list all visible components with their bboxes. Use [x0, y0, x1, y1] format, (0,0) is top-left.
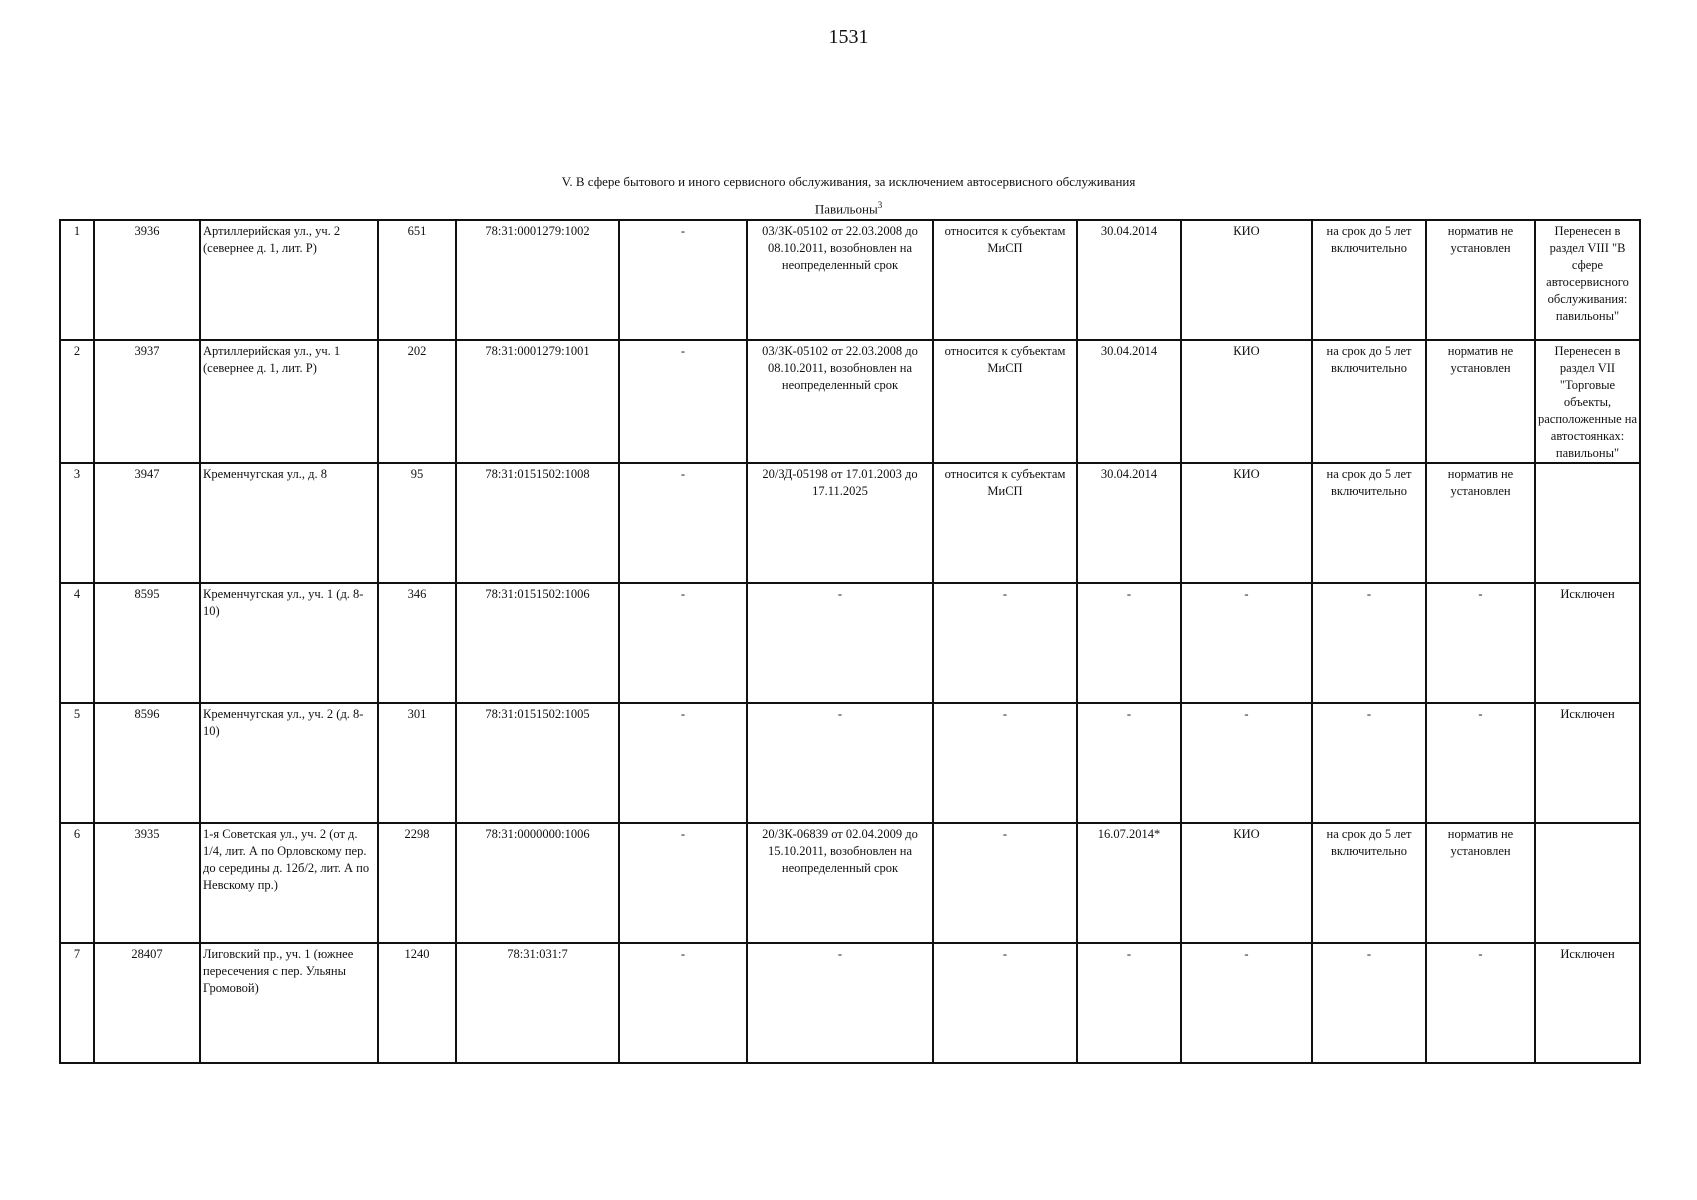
empty-column-cell: - — [619, 220, 747, 340]
row-number-cell: 6 — [60, 823, 94, 943]
term-cell: - — [1312, 703, 1426, 823]
date-cell: 30.04.2014 — [1077, 220, 1181, 340]
area-cell: 301 — [378, 703, 456, 823]
term-cell: - — [1312, 943, 1426, 1063]
note-cell — [1535, 463, 1640, 583]
table-row — [60, 583, 1640, 703]
object-id-cell: 8595 — [94, 583, 200, 703]
organization-cell: КИО — [1181, 340, 1312, 463]
address-cell: Кременчугская ул., д. 8 — [200, 463, 378, 583]
empty-column-cell: - — [619, 583, 747, 703]
contract-cell: 03/ЗК-05102 от 22.03.2008 до 08.10.2011, возобновлен на неопределенный срок — [747, 220, 933, 340]
row-number-cell: 3 — [60, 463, 94, 583]
smb-subject-cell: относится к субъектам МиСП — [933, 220, 1077, 340]
empty-column-cell: - — [619, 340, 747, 463]
organization-cell: КИО — [1181, 463, 1312, 583]
norm-cell: - — [1426, 943, 1535, 1063]
cadastral-number-cell: 78:31:0001279:1001 — [456, 340, 619, 463]
note-cell — [1535, 823, 1640, 943]
contract-cell: - — [747, 583, 933, 703]
row-number-cell: 1 — [60, 220, 94, 340]
address-cell: Кременчугская ул., уч. 2 (д. 8-10) — [200, 703, 378, 823]
cadastral-number-cell: 78:31:031:7 — [456, 943, 619, 1063]
address-cell: Артиллерийская ул., уч. 1 (севернее д. 1, лит. Р) — [200, 340, 378, 463]
contract-cell: - — [747, 943, 933, 1063]
section-title: V. В сфере бытового и иного сервисного обслуживания, за исключением автосервисного обслуживания — [561, 174, 1136, 189]
area-cell: 2298 — [378, 823, 456, 943]
empty-column-cell: - — [619, 823, 747, 943]
organization-cell: - — [1181, 943, 1312, 1063]
date-cell: - — [1077, 703, 1181, 823]
object-id-cell: 3936 — [94, 220, 200, 340]
table-body — [60, 220, 1640, 1063]
norm-cell: норматив не установлен — [1426, 220, 1535, 340]
smb-subject-cell: относится к субъектам МиСП — [933, 340, 1077, 463]
norm-cell: норматив не установлен — [1426, 463, 1535, 583]
page-number: 1531 — [828, 26, 869, 48]
contract-cell: 20/ЗК-06839 от 02.04.2009 до 15.10.2011, возобновлен на неопределенный срок — [747, 823, 933, 943]
note-cell: Исключен — [1535, 943, 1640, 1063]
organization-cell: КИО — [1181, 220, 1312, 340]
row-number-cell: 2 — [60, 340, 94, 463]
organization-cell: КИО — [1181, 823, 1312, 943]
area-cell: 346 — [378, 583, 456, 703]
note-cell: Перенесен в раздел VII "Торговые объекты, расположенные на автостоянках: павильоны" — [1535, 340, 1640, 463]
row-number-cell: 5 — [60, 703, 94, 823]
object-id-cell: 3947 — [94, 463, 200, 583]
table-row — [60, 340, 1640, 463]
date-cell: 30.04.2014 — [1077, 463, 1181, 583]
objects-table — [59, 219, 1641, 1064]
norm-cell: - — [1426, 583, 1535, 703]
subsection-footnote-mark: 3 — [877, 200, 883, 210]
empty-column-cell: - — [619, 463, 747, 583]
term-cell: на срок до 5 лет включительно — [1312, 463, 1426, 583]
cadastral-number-cell: 78:31:0151502:1006 — [456, 583, 619, 703]
cadastral-number-cell: 78:31:0000000:1006 — [456, 823, 619, 943]
term-cell: на срок до 5 лет включительно — [1312, 340, 1426, 463]
date-cell: - — [1077, 943, 1181, 1063]
contract-cell: 03/ЗК-05102 от 22.03.2008 до 08.10.2011, возобновлен на неопределенный срок — [747, 340, 933, 463]
organization-cell: - — [1181, 583, 1312, 703]
subsection-title-text: Павильоны — [814, 201, 878, 217]
area-cell: 95 — [378, 463, 456, 583]
date-cell: - — [1077, 583, 1181, 703]
subsection-title — [0, 200, 1697, 217]
object-id-cell: 3935 — [94, 823, 200, 943]
date-cell: 16.07.2014* — [1077, 823, 1181, 943]
area-cell: 651 — [378, 220, 456, 340]
note-cell: Перенесен в раздел VIII "В сфере автосервисного обслуживания: павильоны" — [1535, 220, 1640, 340]
contract-cell: - — [747, 703, 933, 823]
norm-cell: норматив не установлен — [1426, 823, 1535, 943]
address-cell: Лиговский пр., уч. 1 (южнее пересечения с пер. Ульяны Громовой) — [200, 943, 378, 1063]
smb-subject-cell: - — [933, 823, 1077, 943]
empty-column-cell: - — [619, 703, 747, 823]
norm-cell: норматив не установлен — [1426, 340, 1535, 463]
empty-column-cell: - — [619, 943, 747, 1063]
note-cell: Исключен — [1535, 583, 1640, 703]
table-row — [60, 463, 1640, 583]
address-cell: Кременчугская ул., уч. 1 (д. 8-10) — [200, 583, 378, 703]
address-cell: 1-я Советская ул., уч. 2 (от д. 1/4, лит. А по Орловскому пер. до середины д. 12б/2, лит. А по Невскому пр.) — [200, 823, 378, 943]
object-id-cell: 3937 — [94, 340, 200, 463]
note-cell: Исключен — [1535, 703, 1640, 823]
contract-cell: 20/ЗД-05198 от 17.01.2003 до 17.11.2025 — [747, 463, 933, 583]
smb-subject-cell: - — [933, 583, 1077, 703]
table-row — [60, 703, 1640, 823]
cadastral-number-cell: 78:31:0151502:1008 — [456, 463, 619, 583]
cadastral-number-cell: 78:31:0151502:1005 — [456, 703, 619, 823]
smb-subject-cell: относится к субъектам МиСП — [933, 463, 1077, 583]
cadastral-number-cell: 78:31:0001279:1002 — [456, 220, 619, 340]
table-row — [60, 943, 1640, 1063]
object-id-cell: 28407 — [94, 943, 200, 1063]
address-cell: Артиллерийская ул., уч. 2 (севернее д. 1, лит. Р) — [200, 220, 378, 340]
row-number-cell: 4 — [60, 583, 94, 703]
area-cell: 202 — [378, 340, 456, 463]
term-cell: на срок до 5 лет включительно — [1312, 823, 1426, 943]
area-cell: 1240 — [378, 943, 456, 1063]
table-row — [60, 220, 1640, 340]
smb-subject-cell: - — [933, 943, 1077, 1063]
term-cell: - — [1312, 583, 1426, 703]
smb-subject-cell: - — [933, 703, 1077, 823]
row-number-cell: 7 — [60, 943, 94, 1063]
norm-cell: - — [1426, 703, 1535, 823]
organization-cell: - — [1181, 703, 1312, 823]
date-cell: 30.04.2014 — [1077, 340, 1181, 463]
table-row — [60, 823, 1640, 943]
object-id-cell: 8596 — [94, 703, 200, 823]
term-cell: на срок до 5 лет включительно — [1312, 220, 1426, 340]
